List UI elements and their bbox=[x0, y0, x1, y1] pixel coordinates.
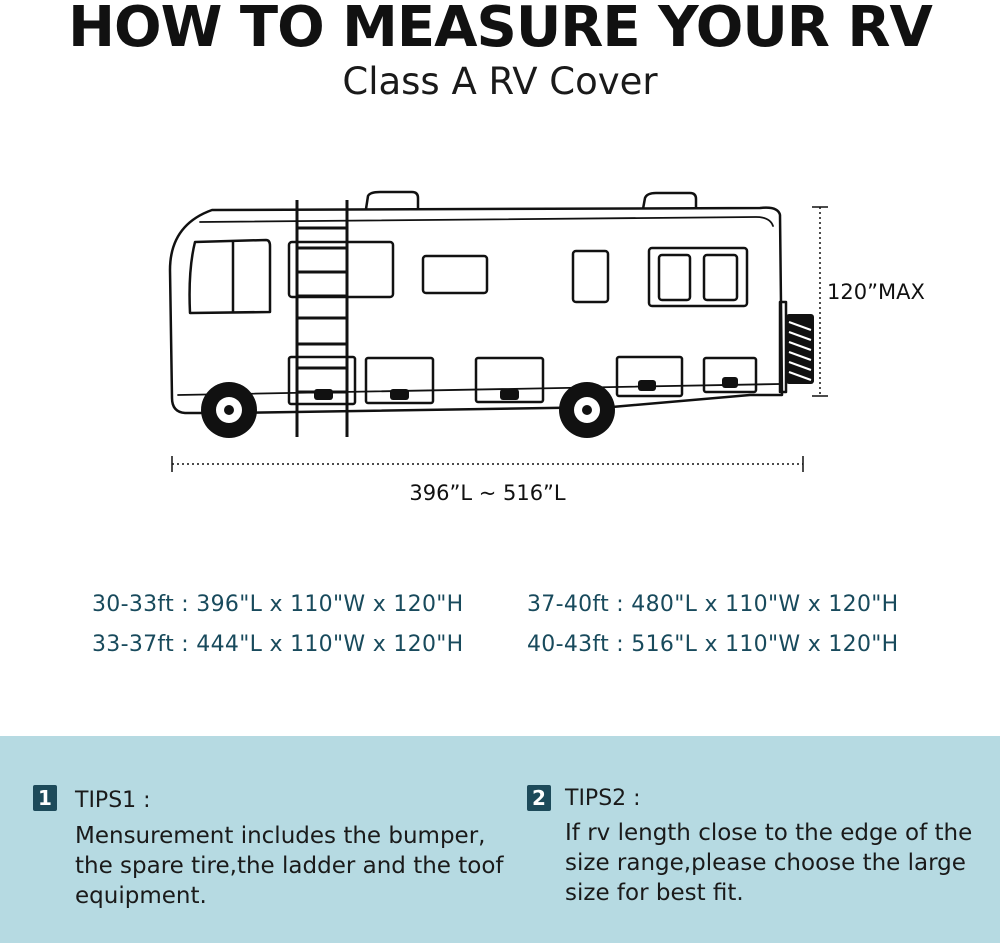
size-row: 33-37ft : 444"L x 110"W x 120"H bbox=[92, 632, 464, 657]
length-dimension bbox=[172, 456, 803, 472]
size-row: 30-33ft : 396"L x 110"W x 120"H bbox=[92, 592, 464, 617]
height-dimension bbox=[812, 207, 828, 396]
size-row: 40-43ft : 516"L x 110"W x 120"H bbox=[527, 632, 899, 657]
spare-tire bbox=[786, 314, 814, 384]
tip-body: If rv length close to the edge of the size range,please choose the large size for best fit. bbox=[565, 820, 973, 906]
height-label: 120”MAX bbox=[827, 280, 925, 304]
tip-number-badge: 2 bbox=[527, 785, 551, 811]
page-title: HOW TO MEASURE YOUR RV bbox=[68, 0, 932, 60]
roof-ac-front bbox=[366, 192, 418, 209]
wheel-rear bbox=[559, 382, 615, 438]
length-label: 396”L ~ 516”L bbox=[409, 481, 566, 505]
page-subtitle: Class A RV Cover bbox=[342, 60, 658, 103]
wheel-front bbox=[201, 382, 257, 438]
roof-ac-rear bbox=[643, 193, 696, 209]
tip-body: Mensurement includes the bumper, the spare tire,the ladder and the toof equipment. bbox=[75, 823, 504, 909]
tips-panel bbox=[0, 736, 1000, 943]
size-row: 37-40ft : 480"L x 110"W x 120"H bbox=[527, 592, 899, 617]
tip-number-badge: 1 bbox=[33, 785, 57, 811]
tip-title: TIPS2 : bbox=[565, 786, 641, 811]
tip-title: TIPS1 : bbox=[75, 788, 151, 813]
